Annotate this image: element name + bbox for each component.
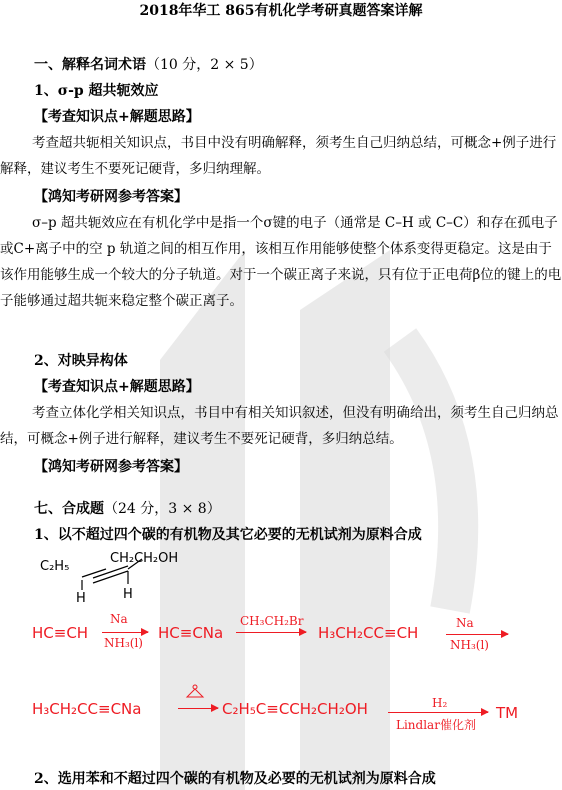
question-label: 2、选用苯和不超过四个碳的有机物及必要的无机试剂为原料合成: [34, 771, 436, 787]
reaction-arrow: [236, 632, 306, 633]
reagent-top: CH₃CH₂Br: [240, 614, 304, 628]
reagent-bottom: NH₃(l): [104, 636, 143, 650]
analysis-paragraph: [0, 130, 562, 182]
target-structure: [38, 544, 208, 606]
analysis-paragraph: [0, 400, 562, 452]
reaction-product: TM: [496, 704, 519, 722]
substituent-right: CH₂CH₂OH: [110, 551, 179, 566]
reaction-molecule: C₂H₅C≡CCH₂CH₂OH: [222, 700, 368, 718]
analysis-text: 考查立体化学相关知识点，书目中有相关知识叙述，但没有明确给出，须考生自己归纳总结，可概念+例子进行解释，建议考生不要死记硬背，多归纳总结。: [0, 405, 559, 447]
reaction-arrow: [446, 634, 508, 635]
reaction-molecule: H₃CH₂CC≡CNa: [32, 700, 142, 718]
reaction-molecule: HC≡CNa: [158, 624, 224, 642]
question-label: 1、σ-p 超共轭效应: [34, 83, 159, 99]
reagent-top: Na: [110, 612, 128, 626]
section-points: （10 分，2 × 5）: [146, 57, 263, 73]
hydrogen-right: H: [123, 587, 133, 602]
answer-tag: 【鸿知考研网参考答案】: [34, 459, 188, 475]
question-label: 1、以不超过四个碳的有机物及其它必要的无机试剂为原料合成: [34, 527, 422, 543]
section-heading: [34, 498, 221, 518]
reaction-arrow: [388, 712, 488, 713]
epoxide-icon: [184, 683, 206, 699]
answer-paragraph: [0, 210, 562, 314]
reagent-bottom: Lindlar催化剂: [396, 718, 476, 732]
reaction-arrow: [102, 632, 148, 633]
analysis-text: 考查超共轭相关知识点，书目中没有明确解释，须考生自己归纳总结，可概念+例子进行解释，建议考生不要死记硬背，多归纳理解。: [0, 135, 557, 177]
section-points: （24 分，3 × 8）: [104, 501, 221, 517]
document-title: 2018年华工 865有机化学考研真题答案详解: [139, 3, 423, 19]
reaction-arrow: [178, 708, 218, 709]
reagent-top: H₂: [432, 696, 448, 710]
answer-text: σ–p 超共轭效应在有机化学中是指一个σ键的电子（通常是 C–H 或 C–C）和存在孤电子或C+离子中的空 p 轨道之间的相互作用，该相互作用能够使整个体系变得更稳定。这是由于该作用能够生成一个较大的分子轨道。对于一个碳正离子来说，只有位于正电荷β位的键上的电子能够通过超共轭来稳定整个碳正离子。: [0, 215, 562, 309]
reaction-molecule: H₃CH₂CC≡CH: [318, 624, 419, 642]
hydrogen-left: H: [76, 591, 86, 606]
reagent-bottom: NH₃(l): [450, 638, 489, 652]
substituent-left: C₂H₅: [40, 559, 70, 574]
answer-tag: 【鸿知考研网参考答案】: [34, 189, 188, 205]
reaction-molecule: HC≡CH: [32, 624, 89, 642]
section-title: 七、合成题: [34, 501, 104, 517]
section-title: 一、解释名词术语: [34, 57, 146, 73]
analysis-tag: 【考查知识点+解题思路】: [34, 109, 200, 125]
section-heading: [34, 54, 263, 74]
reagent-top: Na: [456, 616, 474, 630]
question-label: 2、对映异构体: [34, 353, 128, 369]
analysis-tag: 【考查知识点+解题思路】: [34, 379, 200, 395]
